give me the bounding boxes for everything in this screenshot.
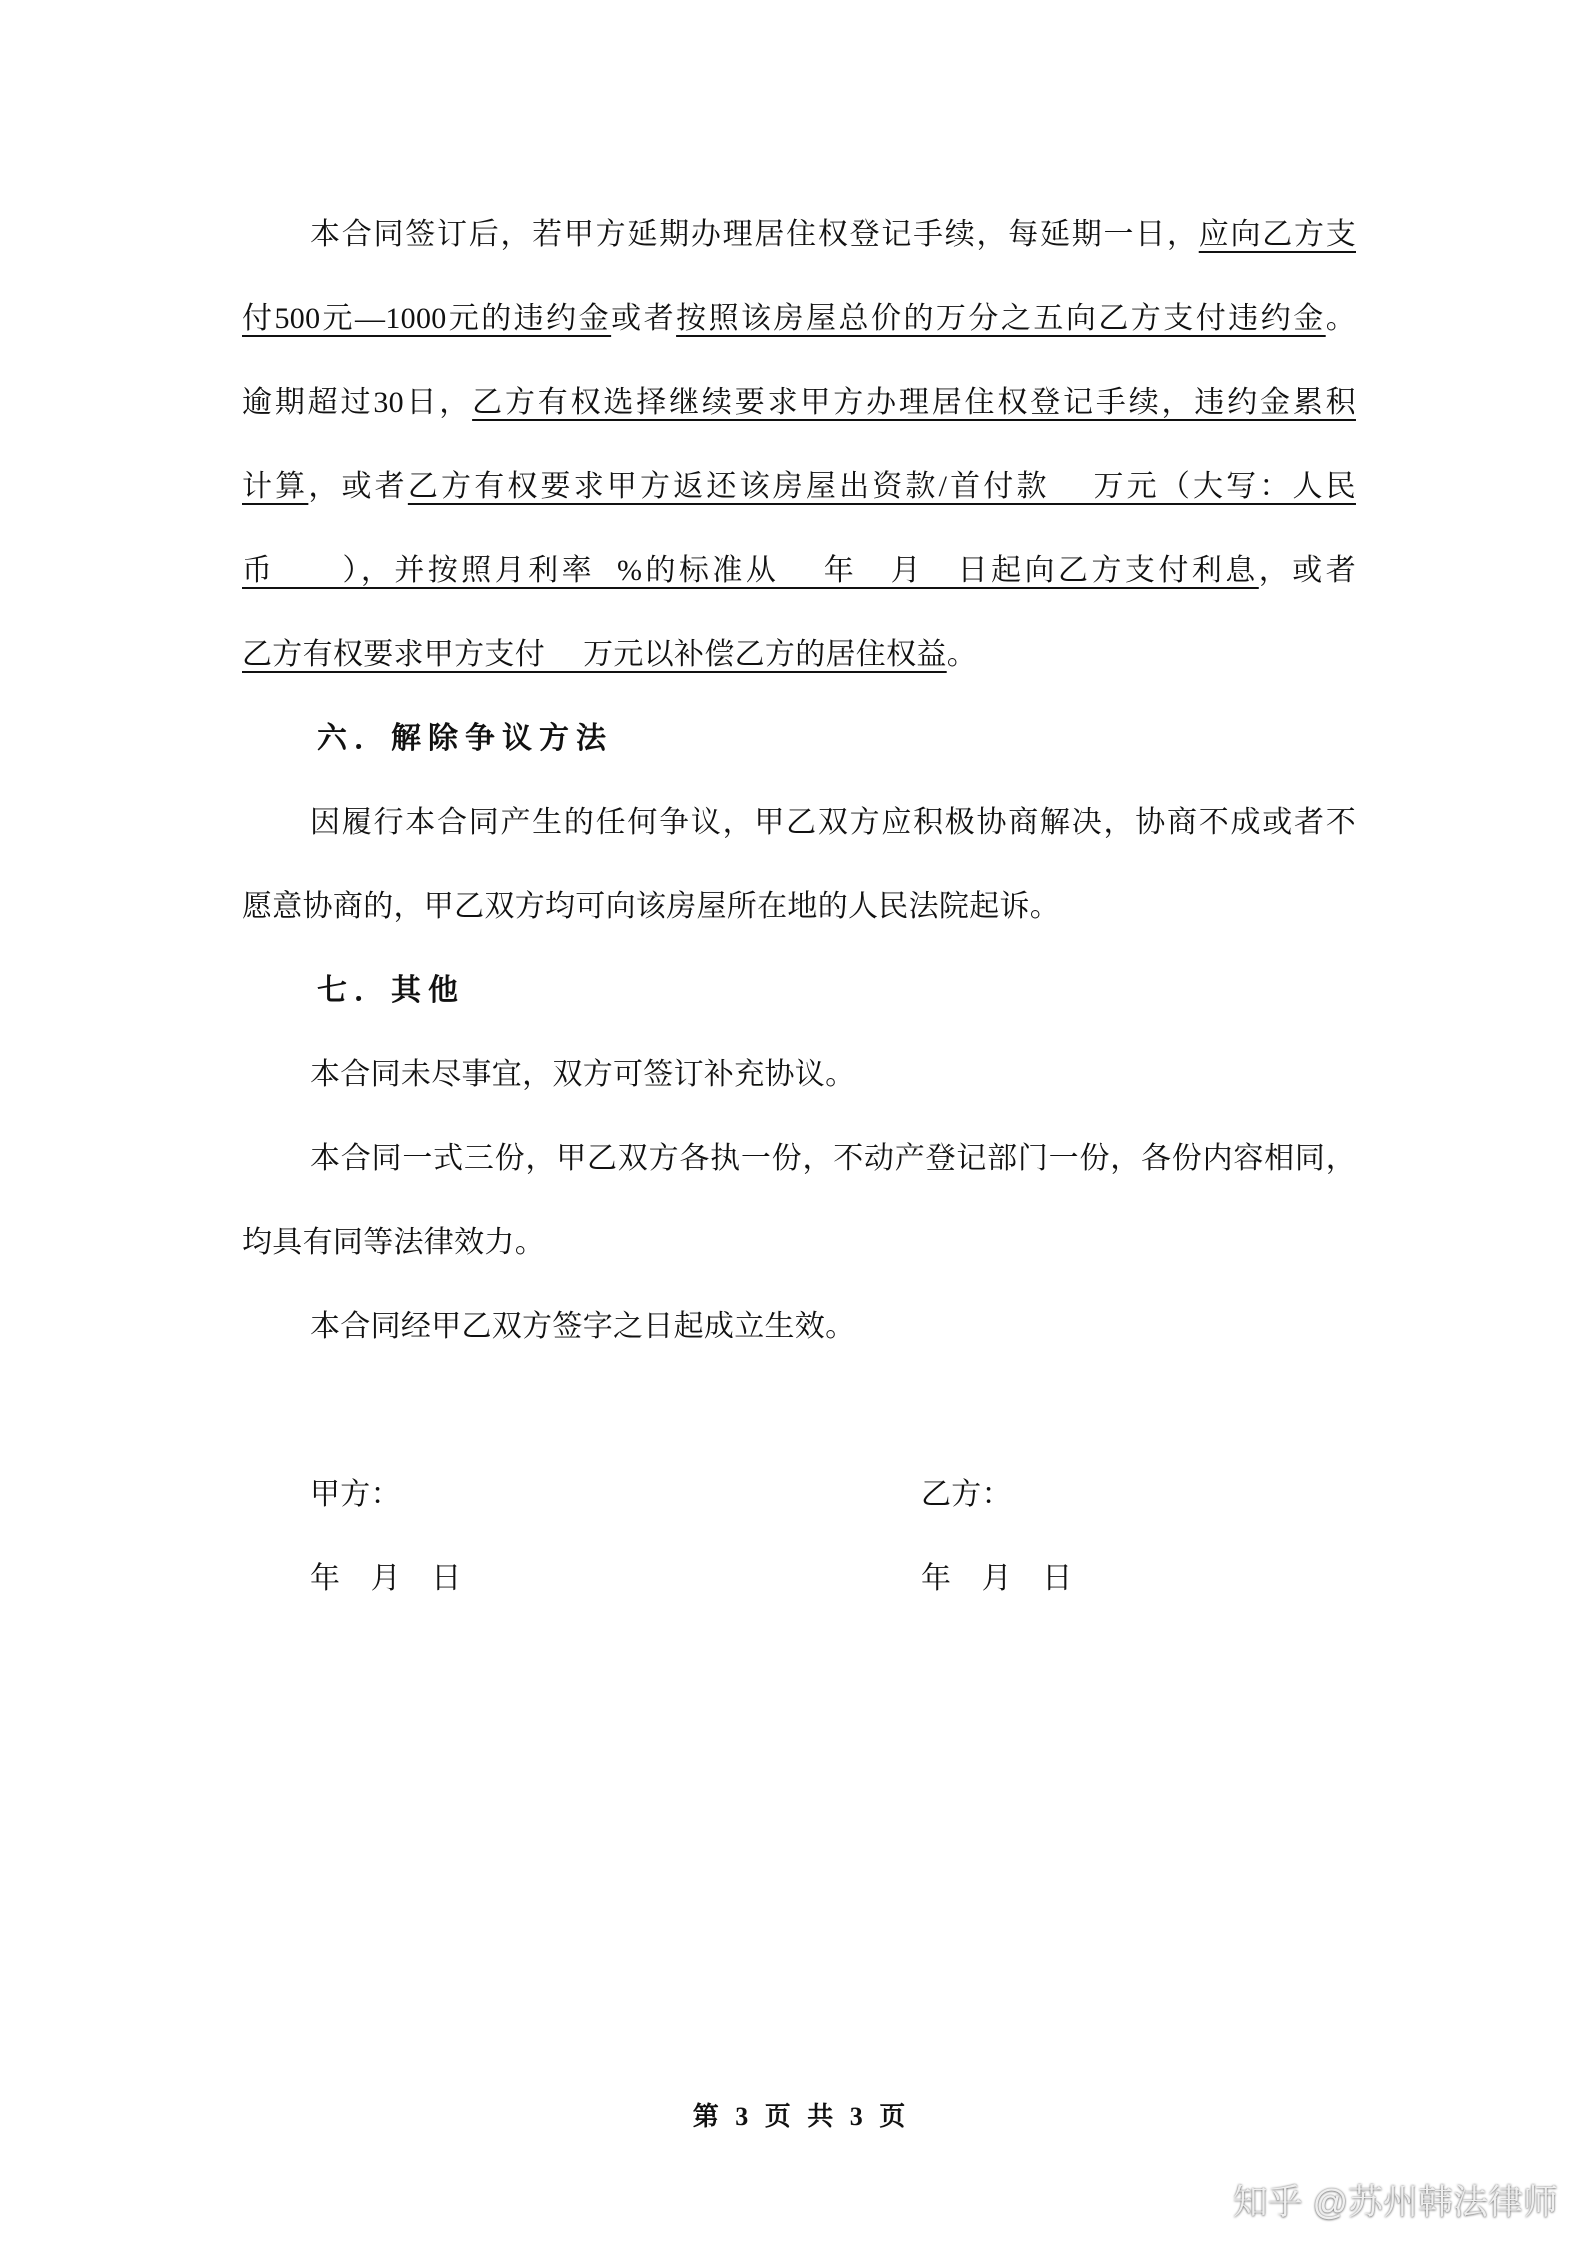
clause-line: [242, 193, 1356, 277]
underlined-text: 计算: [242, 470, 309, 503]
text-segment: 逾期超过30日，: [242, 386, 473, 419]
spacer: [242, 1369, 1356, 1453]
paragraph-line: 均具有同等法律效力。: [242, 1226, 545, 1259]
underlined-text: 币 ），并按照月利率 %的标准从 年 月 日起向乙方支付利息: [242, 554, 1259, 587]
clause-line: [242, 529, 1356, 613]
text-segment: 。: [1325, 302, 1357, 335]
signature-date-row: [242, 1537, 1356, 1621]
clause-line: [242, 445, 1356, 529]
paragraph-line: 愿意协商的，甲乙双方均可向该房屋所在地的人民法院起诉。: [242, 890, 1061, 923]
underlined-text: 按照该房屋总价的万分之五向乙方支付违约金: [676, 302, 1326, 335]
party-a-date: 年 月 日: [310, 1562, 462, 1595]
paragraph-line: 因履行本合同产生的任何争议，甲乙双方应积极协商解决，协商不成或者不: [310, 806, 1356, 839]
text-segment: 。: [946, 638, 978, 671]
watermark: 知乎 @苏州韩法律师: [1232, 2183, 1558, 2222]
party-a-label: 甲方：: [310, 1478, 401, 1511]
underlined-text: 付500元—1000元的违约金: [242, 302, 612, 335]
section-heading: 六．解除争议方法: [317, 722, 613, 755]
text-segment: ，或者: [308, 470, 408, 503]
paragraph-line: 本合同经甲乙双方签字之日起成立生效。: [310, 1310, 856, 1343]
page-number-footer: 第 3 页 共 3 页: [692, 2102, 908, 2131]
paragraph-line: 本合同一式三份，甲乙双方各执一份，不动产登记部门一份，各份内容相同，: [310, 1142, 1356, 1175]
underlined-text: 乙方有权要求甲方支付 万元以补偿乙方的居住权益: [242, 638, 947, 671]
clause-line: [242, 361, 1356, 445]
text-segment: ，或者: [1258, 554, 1357, 587]
signature-row: [242, 1453, 1356, 1537]
document-body: [242, 193, 1356, 1621]
clause-line: [242, 613, 1356, 697]
underlined-text: 应向乙方支: [1198, 218, 1356, 251]
party-b-label: 乙方：: [921, 1478, 1012, 1511]
text-segment: 本合同签订后，若甲方延期办理居住权登记手续，每延期一日，: [310, 218, 1199, 251]
section-heading: 七．其他: [317, 974, 465, 1007]
clause-line: [242, 277, 1356, 361]
party-b-date: 年 月 日: [921, 1562, 1073, 1595]
underlined-text: 乙方有权选择继续要求甲方办理居住权登记手续，违约金累积: [472, 386, 1356, 419]
paragraph-line: 本合同未尽事宜，双方可签订补充协议。: [310, 1058, 856, 1091]
underlined-text: 乙方有权要求甲方返还该房屋出资款/首付款 万元（大写：人民: [407, 470, 1356, 503]
text-segment: 或者: [611, 302, 677, 335]
